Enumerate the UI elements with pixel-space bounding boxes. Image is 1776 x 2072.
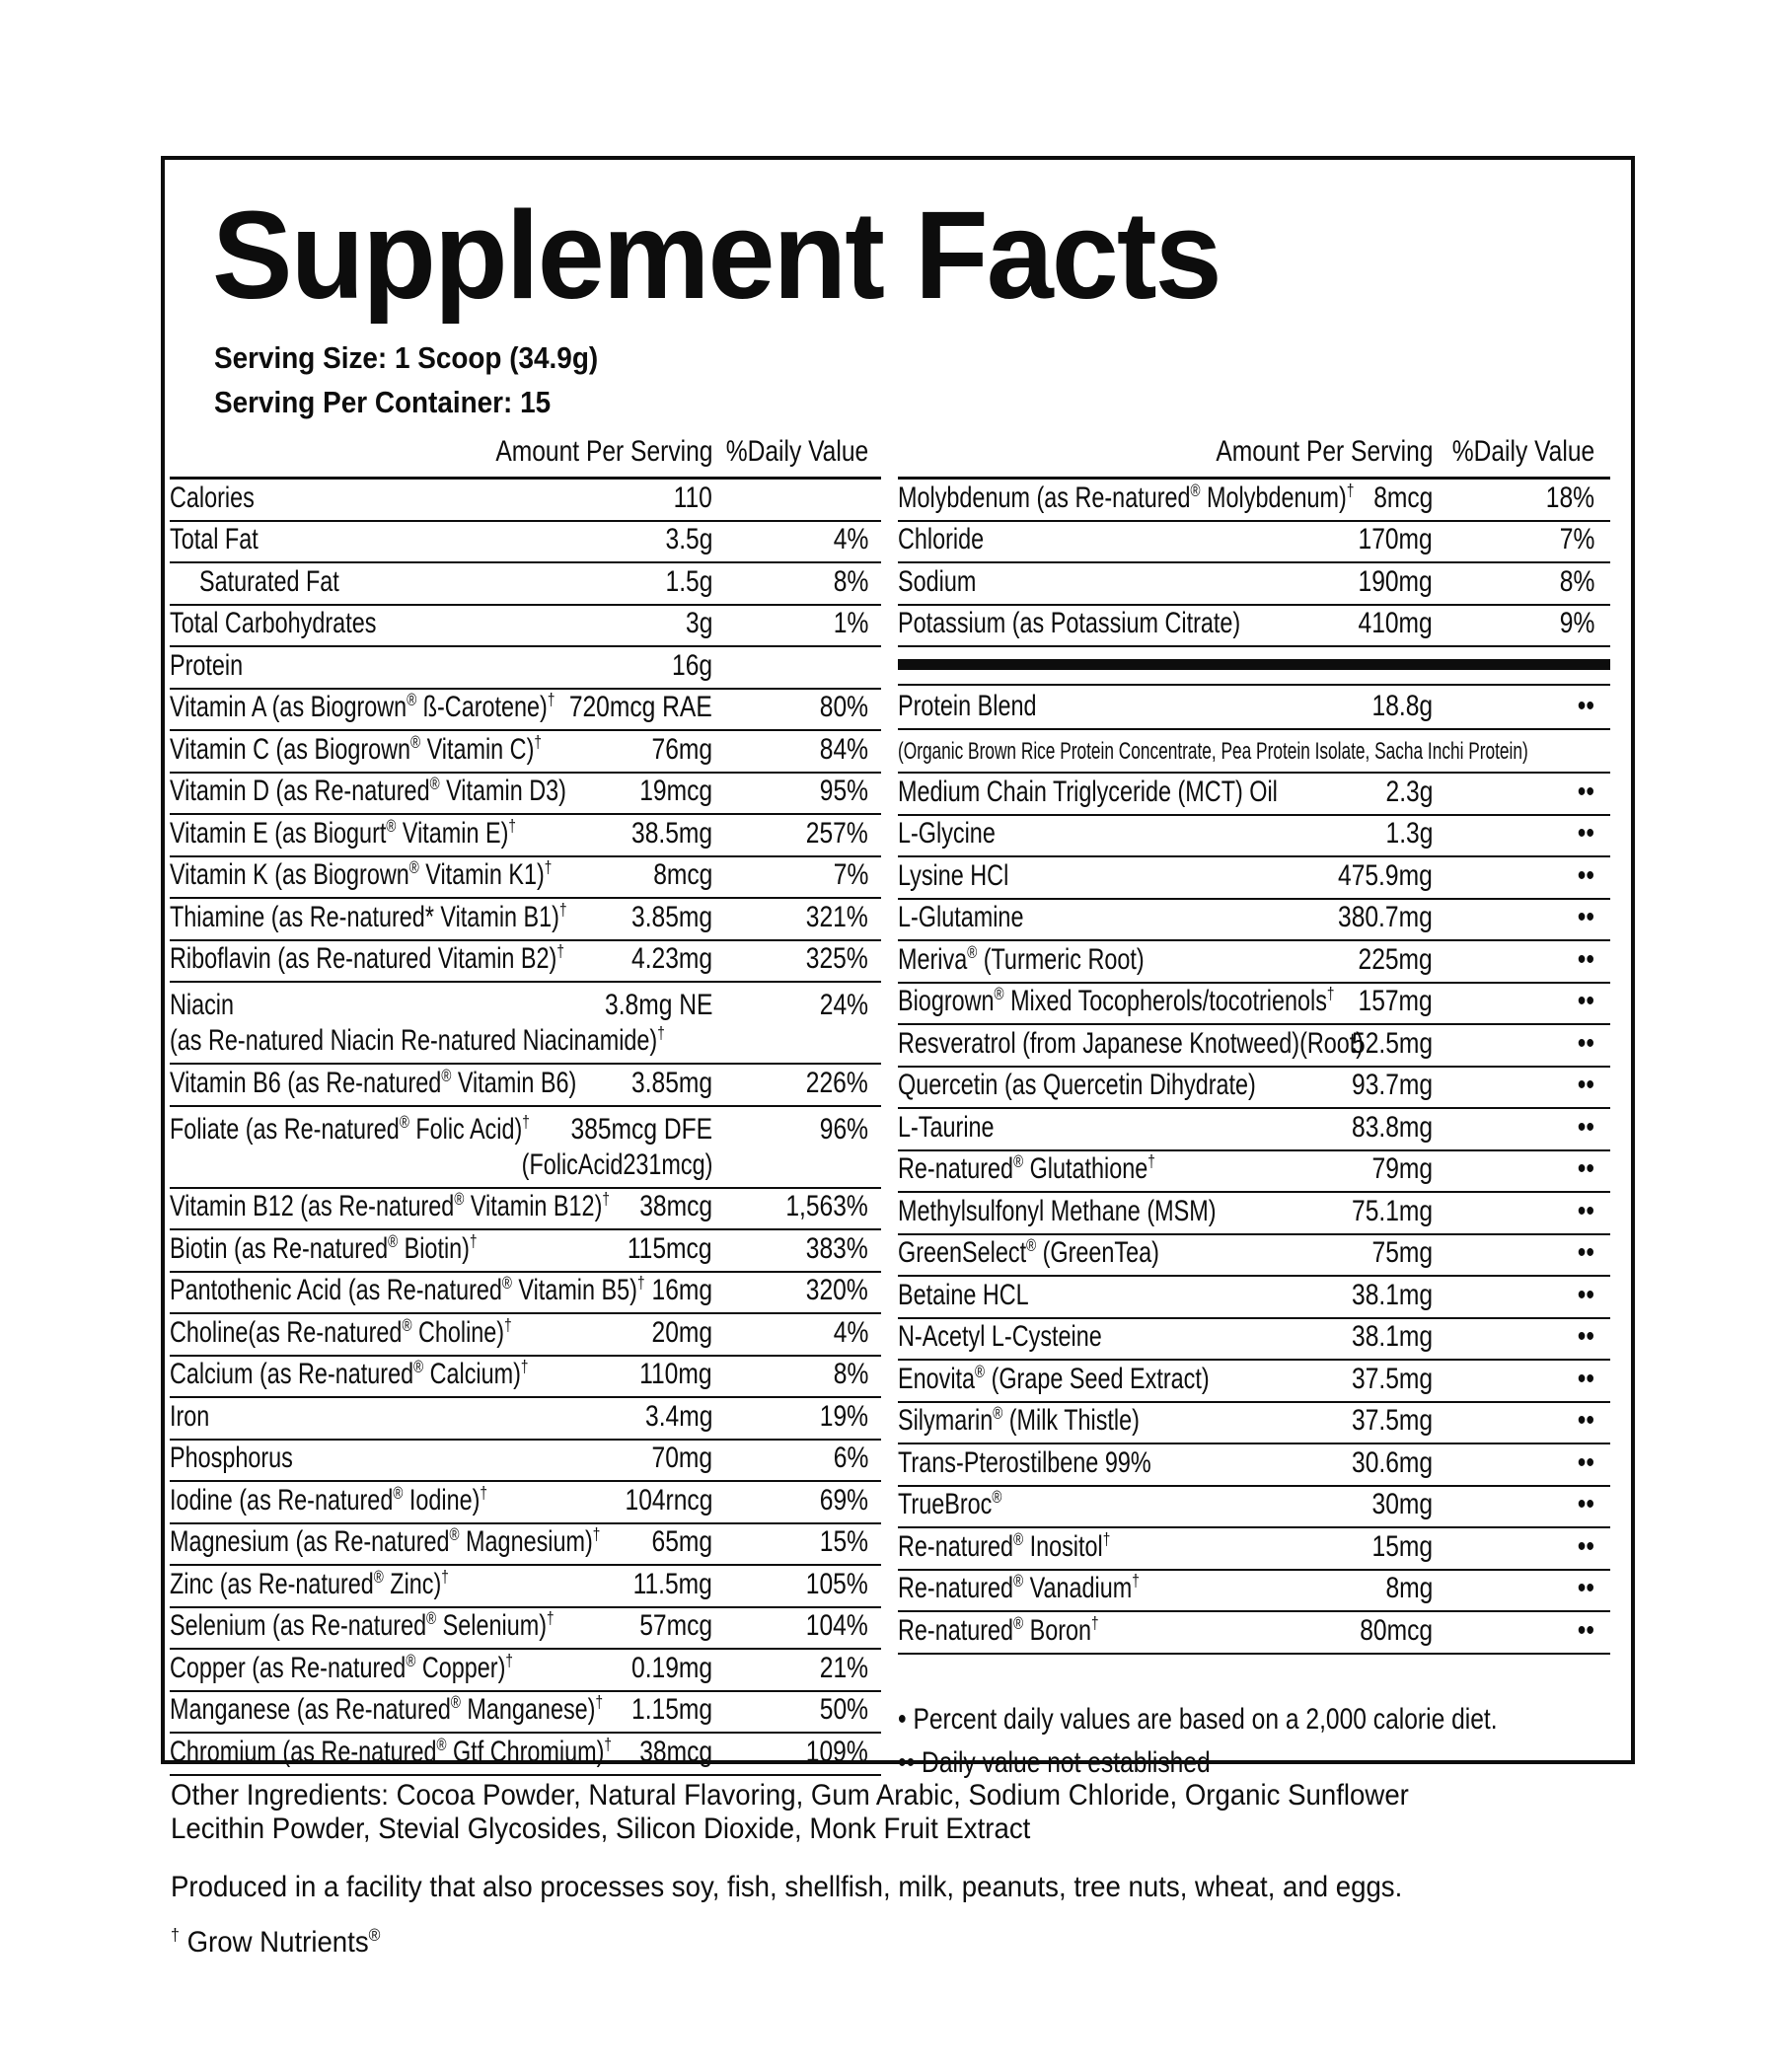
fact-amount: 38mcg [639, 1735, 712, 1768]
fact-row [170, 522, 881, 564]
fact-row [898, 1361, 1610, 1403]
fact-daily-value: •• [1577, 1529, 1594, 1563]
fact-daily-value: 7% [833, 858, 868, 891]
fact-daily-value: 7% [1559, 523, 1594, 555]
fact-amount: 1.15mg [630, 1693, 712, 1726]
fact-daily-value: 24% [819, 989, 868, 1021]
fact-label: Resveratrol (from Japanese Knotweed)(Root) [898, 1026, 1365, 1060]
panel-title: Supplement Facts [212, 185, 1221, 325]
fact-row [898, 900, 1610, 942]
fact-amount: 475.9mg [1338, 858, 1433, 892]
fact-row [898, 1277, 1610, 1319]
fact-label: Quercetin (as Quercetin Dihydrate) [898, 1069, 1256, 1101]
fact-amount: 115mcg [628, 1231, 712, 1265]
fact-row [170, 1273, 881, 1315]
fact-row [170, 731, 881, 774]
fact-label: Re-natured® Inositol† [898, 1528, 1111, 1563]
fact-label: Molybdenum (as Re-natured® Molybdenum)† [898, 480, 1355, 514]
fact-row [898, 1235, 1610, 1278]
amount-per-serving-header: Amount Per Serving [1215, 435, 1433, 468]
fact-label: Biogrown® Mixed Tocopherols/tocotrienols† [898, 984, 1335, 1017]
fact-row [898, 857, 1610, 900]
fact-amount: 3.4mg [644, 1399, 712, 1433]
fact-label: L-Glycine [898, 817, 996, 850]
dagger-footnote-text: † Grow Nutrients® [171, 1925, 381, 1959]
fact-label: Vitamin C (as Biogrown® Vitamin C)† [170, 731, 542, 766]
fact-daily-value: •• [1577, 942, 1594, 976]
fact-daily-value: 320% [806, 1274, 868, 1306]
fact-daily-value: 96% [819, 1112, 868, 1146]
fact-row [898, 480, 1610, 522]
fact-daily-value: •• [1577, 1362, 1594, 1395]
fact-label: Protein [170, 648, 244, 682]
fact-amount: 225mg [1358, 942, 1433, 976]
fact-row [898, 1109, 1610, 1151]
fact-subrow [898, 730, 1610, 774]
fact-daily-value: •• [1577, 690, 1594, 722]
fact-daily-value: 257% [806, 816, 868, 850]
fact-daily-value: •• [1577, 1194, 1594, 1227]
fact-amount: 38.1mg [1351, 1320, 1433, 1353]
fact-daily-value: 80% [819, 691, 868, 723]
fact-label: Copper (as Re-natured® Copper)† [170, 1650, 513, 1684]
fact-label: Selenium (as Re-natured® Selenium)† [170, 1608, 555, 1642]
fact-label: Phosphorus [170, 1442, 293, 1474]
fact-row [170, 1107, 881, 1189]
fact-label: Chloride [898, 523, 985, 555]
fact-amount: 30.6mg [1351, 1445, 1433, 1479]
fact-daily-value: •• [1577, 985, 1594, 1017]
fact-row [170, 1482, 881, 1524]
table-header-right [898, 432, 1610, 480]
fact-row [170, 1065, 881, 1107]
fact-daily-value: 383% [806, 1231, 868, 1265]
fact-daily-value: 226% [806, 1066, 868, 1099]
fact-label: Calories [170, 481, 255, 514]
fact-row [898, 1487, 1610, 1529]
fact-subline: (as Re-natured Niacin Re-natured Niacinamide)† [170, 1023, 665, 1057]
fact-row [898, 563, 1610, 606]
fact-row [170, 480, 881, 522]
fact-daily-value: •• [1577, 1278, 1594, 1311]
fact-row [170, 1230, 881, 1273]
fact-daily-value: 50% [819, 1693, 868, 1726]
fact-daily-value: •• [1577, 1026, 1594, 1060]
fact-row [170, 1441, 881, 1483]
fact-row [170, 983, 881, 1065]
fact-daily-value: 84% [819, 732, 868, 766]
fact-amount: 3.85mg [630, 1066, 712, 1099]
fact-row [898, 1612, 1610, 1655]
fact-label: Foliate (as Re-natured® Folic Acid)† [170, 1111, 530, 1146]
facts-table-right [898, 432, 1610, 1785]
fact-daily-value: 69% [819, 1483, 868, 1517]
fact-amount: 110 [673, 481, 712, 514]
fact-label: Choline(as Re-natured® Choline)† [170, 1314, 512, 1349]
fact-subline: (Organic Brown Rice Protein Concentrate, Pea Protein Isolate, Sacha Inchi Protein) [898, 738, 1528, 765]
fact-daily-value: 321% [806, 900, 868, 933]
fact-row [170, 1189, 881, 1231]
fact-amount: 37.5mg [1351, 1404, 1433, 1437]
fact-row [898, 606, 1610, 648]
fact-row [170, 1566, 881, 1608]
fact-daily-value: 4% [833, 523, 868, 555]
fact-amount: 0.19mg [630, 1651, 712, 1684]
fact-daily-value: 8% [833, 1358, 868, 1390]
fact-label: Niacin [170, 989, 235, 1021]
fact-label: Biotin (as Re-natured® Biotin)† [170, 1230, 478, 1265]
fact-daily-value: 325% [806, 942, 868, 975]
fact-label: L-Glutamine [898, 901, 1024, 933]
fact-row [898, 984, 1610, 1026]
facts-table-left [170, 432, 881, 1776]
fact-daily-value: 21% [819, 1651, 868, 1684]
fact-row [898, 522, 1610, 564]
fact-amount: 4.23mg [630, 942, 712, 975]
fact-daily-value: 4% [833, 1315, 868, 1349]
fact-row [898, 1528, 1610, 1571]
fact-daily-value: 6% [833, 1442, 868, 1474]
fact-amount: 79mg [1371, 1152, 1433, 1185]
fact-amount: 57mcg [639, 1609, 712, 1642]
fact-row [898, 1193, 1610, 1235]
footnote-line [898, 1698, 1610, 1741]
fact-daily-value: 109% [806, 1735, 868, 1768]
other-ingredients-text: Other Ingredients: Cocoa Powder, Natural Flavoring, Gum Arabic, Sodium Chloride, Organic Sunflower Lecithin Powder, Stevial Glycosides, Silicon Dioxide, Monk Fruit Extract [171, 1779, 1409, 1845]
fact-row [170, 1524, 881, 1567]
fact-daily-value: •• [1577, 1152, 1594, 1185]
fact-label: Trans-Pterostilbene 99% [898, 1445, 1151, 1479]
fact-row [898, 1319, 1610, 1362]
fact-row [170, 1734, 881, 1776]
fact-label: Vitamin B6 (as Re-natured® Vitamin B6) [170, 1065, 577, 1099]
fact-label: Total Fat [170, 523, 259, 555]
fact-amount: 380.7mg [1338, 901, 1433, 933]
fact-subline: (FolicAcid231mcg) [521, 1147, 712, 1181]
fact-label: Meriva® (Turmeric Root) [898, 941, 1145, 976]
fact-amount: 75.1mg [1351, 1194, 1433, 1227]
fact-amount: 8mg [1385, 1572, 1433, 1604]
fact-label: GreenSelect® (GreenTea) [898, 1235, 1159, 1269]
fact-row [898, 1403, 1610, 1445]
fact-label: Riboflavin (as Re-natured Vitamin B2)† [170, 941, 564, 975]
fact-amount: 52.5mg [1351, 1026, 1433, 1060]
fact-amount: 37.5mg [1351, 1362, 1433, 1395]
fact-amount: 11.5mg [632, 1567, 712, 1600]
fact-amount: 30mg [1371, 1488, 1433, 1520]
fact-row [170, 1398, 881, 1441]
fact-label: Chromium (as Re-natured® Gtf Chromium)† [170, 1734, 612, 1768]
fact-label: Vitamin B12 (as Re-natured® Vitamin B12)† [170, 1189, 610, 1222]
fact-amount: 38.5mg [630, 816, 712, 850]
fact-label: Protein Blend [898, 690, 1037, 722]
fact-row [170, 941, 881, 984]
fact-amount: 70mg [651, 1442, 712, 1474]
fact-row [898, 816, 1610, 858]
fact-daily-value: •• [1577, 1488, 1594, 1520]
serving-size-line: Serving Size: 1 Scoop (34.9g) [214, 340, 599, 375]
fact-amount: 3.8mg NE [604, 989, 712, 1021]
serving-info [214, 335, 640, 424]
fact-row [170, 647, 881, 690]
fact-label: Total Carbohydrates [170, 607, 377, 639]
section-divider-bar [898, 659, 1610, 670]
fact-label: Saturated Fat [199, 564, 339, 598]
fact-label: Betaine HCL [898, 1278, 1029, 1311]
fact-amount: 1.5g [665, 564, 712, 598]
fact-label: Manganese (as Re-natured® Manganese)† [170, 1692, 604, 1726]
amount-per-serving-header: Amount Per Serving [494, 435, 712, 468]
supplement-facts-panel [161, 156, 1635, 1779]
fact-row [170, 899, 881, 941]
fact-label: Sodium [898, 564, 977, 598]
serving-per-container-line: Serving Per Container: 15 [214, 385, 552, 419]
fact-daily-value: •• [1577, 1572, 1594, 1604]
fact-amount: 3.5g [665, 523, 712, 555]
fact-row [170, 857, 881, 900]
facility-allergen-text: Produced in a facility that also processes soy, fish, shellfish, milk, peanuts, tree nuts, wheat, and eggs. [171, 1871, 1403, 1903]
fact-amount: 16mg [651, 1274, 712, 1306]
fact-daily-value: 18% [1545, 481, 1594, 514]
fact-daily-value: •• [1577, 817, 1594, 850]
fact-amount: 110mg [639, 1358, 712, 1390]
fact-row [898, 686, 1610, 730]
fact-row [898, 941, 1610, 984]
fact-amount: 8mcg [1372, 481, 1433, 514]
fact-amount: 157mg [1358, 985, 1433, 1017]
fact-amount: 16g [671, 648, 712, 682]
fact-amount: 38mcg [639, 1190, 712, 1222]
daily-value-header: %Daily Value [1451, 435, 1594, 468]
fact-amount: 15mg [1371, 1529, 1433, 1563]
fact-label: Potassium (as Potassium Citrate) [898, 607, 1241, 639]
fact-row [898, 774, 1610, 816]
fact-row [170, 1692, 881, 1735]
fact-row [898, 1025, 1610, 1068]
fact-daily-value: •• [1577, 1110, 1594, 1144]
fact-row [898, 1444, 1610, 1487]
fact-row [170, 1650, 881, 1692]
fact-daily-value: 15% [819, 1525, 868, 1558]
fact-label: Iodine (as Re-natured® Iodine)† [170, 1482, 487, 1517]
fact-amount: 1.3g [1385, 817, 1433, 850]
fact-label: Vitamin K (as Biogrown® Vitamin K1)† [170, 857, 553, 891]
fact-row [170, 690, 881, 732]
fact-amount: 76mg [651, 732, 712, 766]
fact-daily-value: •• [1577, 858, 1594, 892]
fact-amount: 38.1mg [1351, 1278, 1433, 1311]
fact-daily-value: 8% [1559, 564, 1594, 598]
fact-amount: 18.8g [1371, 690, 1433, 722]
fact-amount: 190mg [1358, 564, 1433, 598]
fact-daily-value: 8% [833, 564, 868, 598]
fact-row [170, 1314, 881, 1357]
fact-row [170, 1357, 881, 1399]
fact-amount: 8mcg [652, 858, 712, 891]
fact-label: Re-natured® Boron† [898, 1612, 1099, 1647]
fact-label: Methylsulfonyl Methane (MSM) [898, 1194, 1217, 1227]
fact-label: Re-natured® Vanadium† [898, 1571, 1140, 1604]
fact-daily-value: 1,563% [785, 1190, 868, 1222]
fact-label: Vitamin A (as Biogrown® ß-Carotene)† [170, 690, 555, 723]
fact-amount: 20mg [651, 1315, 712, 1349]
fact-label: Re-natured® Glutathione† [898, 1151, 1155, 1185]
fact-amount: 720mcg RAE [569, 691, 712, 723]
fact-amount: 170mg [1358, 523, 1433, 555]
fact-row [898, 1151, 1610, 1194]
fact-daily-value: •• [1577, 775, 1594, 808]
footnote-text: • Percent daily values are based on a 2,000 calorie diet. [898, 1702, 1498, 1736]
fact-label: Calcium (as Re-natured® Calcium)† [170, 1357, 529, 1390]
fact-daily-value: 95% [819, 775, 868, 807]
fact-label: Enovita® (Grape Seed Extract) [898, 1361, 1210, 1395]
fact-daily-value: •• [1577, 1445, 1594, 1479]
fact-label: Medium Chain Triglyceride (MCT) Oil [898, 775, 1278, 808]
fact-daily-value: •• [1577, 1069, 1594, 1101]
fact-daily-value: •• [1577, 901, 1594, 933]
footnote-text: •• Daily value not established [898, 1745, 1211, 1779]
fact-amount: 2.3g [1385, 775, 1433, 808]
fact-label: L-Taurine [898, 1110, 995, 1144]
fact-daily-value: •• [1577, 1236, 1594, 1269]
fact-daily-value: 105% [806, 1567, 868, 1600]
fact-amount: 80mcg [1360, 1613, 1433, 1647]
fact-amount: 75mg [1371, 1236, 1433, 1269]
fact-label: Magnesium (as Re-natured® Magnesium)† [170, 1524, 601, 1558]
fact-daily-value: 19% [819, 1399, 868, 1433]
fact-row [170, 774, 881, 816]
fact-daily-value: •• [1577, 1404, 1594, 1437]
fact-label: Lysine HCl [898, 858, 1009, 892]
fact-amount: 3g [685, 607, 712, 639]
fact-daily-value: 1% [833, 607, 868, 639]
fact-label: Zinc (as Re-natured® Zinc)† [170, 1566, 449, 1600]
fact-row [170, 815, 881, 857]
fact-label: N-Acetyl L-Cysteine [898, 1320, 1102, 1353]
fact-amount: 83.8mg [1351, 1110, 1433, 1144]
fact-label: Thiamine (as Re-natured* Vitamin B1)† [170, 899, 567, 933]
fact-label: Iron [170, 1399, 210, 1433]
daily-value-header: %Daily Value [725, 435, 868, 468]
fact-row [170, 1608, 881, 1651]
fact-daily-value: 9% [1559, 607, 1594, 639]
fact-amount: 19mcg [639, 775, 712, 807]
fact-label: Vitamin D (as Re-natured® Vitamin D3) [170, 774, 566, 807]
footnote-line [898, 1741, 1610, 1785]
fact-amount: 410mg [1358, 607, 1433, 639]
fact-row [170, 563, 881, 606]
fact-amount: 93.7mg [1351, 1069, 1433, 1101]
footnotes [898, 1698, 1610, 1785]
fact-row [898, 1571, 1610, 1613]
fact-amount: 65mg [651, 1525, 712, 1558]
fact-amount: 104rncg [625, 1483, 712, 1517]
fact-label: Silymarin® (Milk Thistle) [898, 1403, 1140, 1437]
fact-amount: 385mcg DFE [570, 1112, 712, 1146]
fact-label: TrueBroc® [898, 1487, 1002, 1520]
fact-amount: 3.85mg [630, 900, 712, 933]
fact-daily-value: 104% [806, 1609, 868, 1642]
fact-label: Vitamin E (as Biogurt® Vitamin E)† [170, 815, 516, 850]
fact-daily-value: •• [1577, 1613, 1594, 1647]
fact-row [898, 1068, 1610, 1110]
fact-daily-value: •• [1577, 1320, 1594, 1353]
table-header-left [170, 432, 881, 480]
fact-row [170, 606, 881, 648]
fact-label: Pantothenic Acid (as Re-natured® Vitamin B5)† [170, 1273, 645, 1306]
